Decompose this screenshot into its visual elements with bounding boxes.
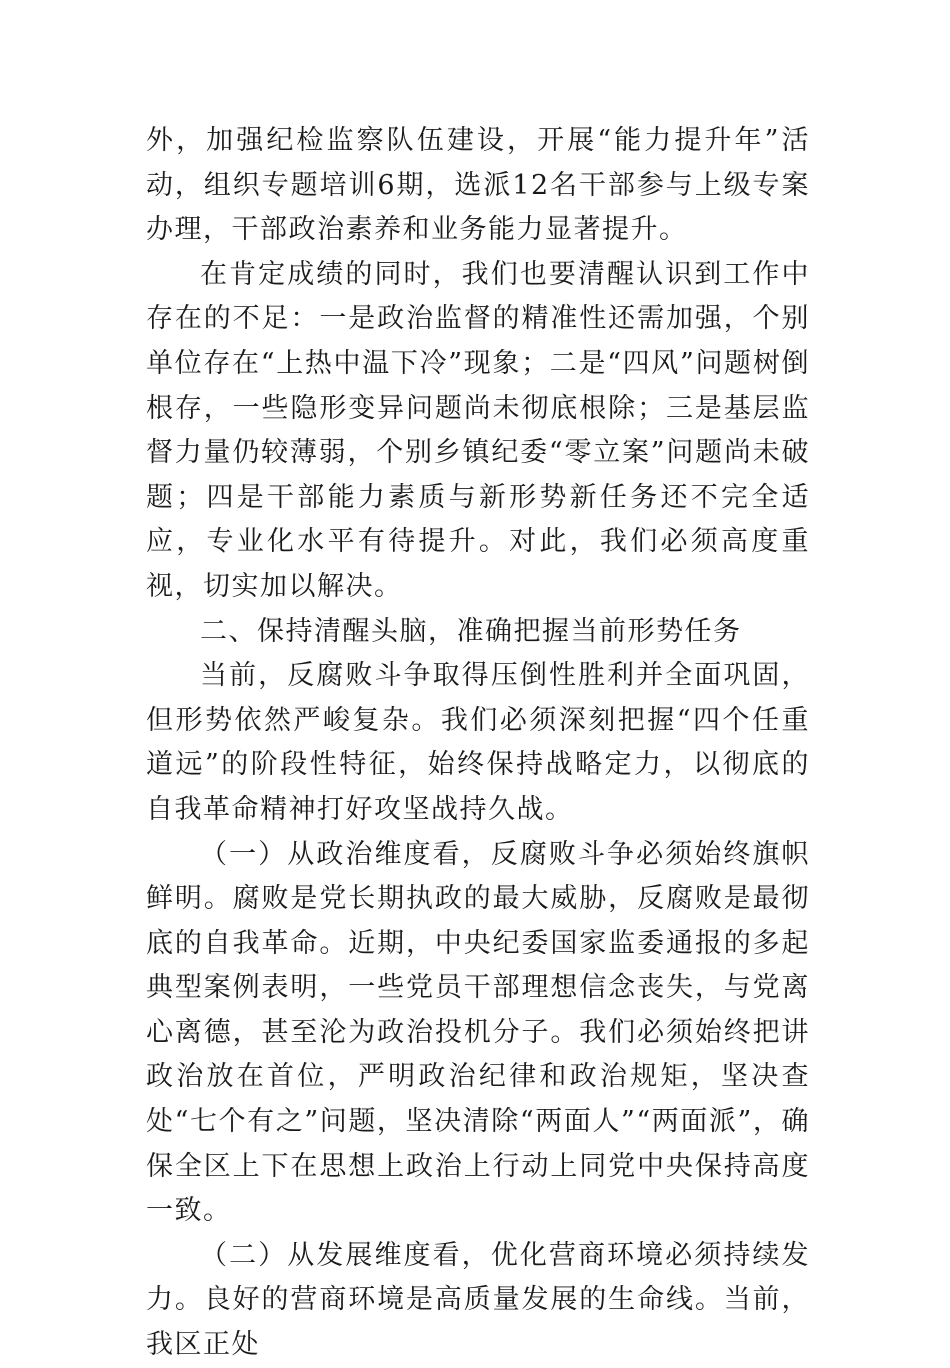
paragraph-situation: 当前，反腐败斗争取得压倒性胜利并全面巩固，但形势依然严峻复杂。我们必须深刻把握“四个任重道远”的阶段性特征，始终保持战略定力，以彻底的自我革命精神打好攻坚战持久战。 (146, 660, 810, 825)
section-heading: 二、保持清醒头脑，准确把握当前形势任务 (200, 615, 742, 647)
paragraph-continuation: 外，加强纪检监察队伍建设，开展“能力提升年”活动，组织专题培训6期，选派12名干部参与上级专案办理，干部政治素养和业务能力显著提升。 (146, 125, 810, 246)
paragraph-political-dimension: （一）从政治维度看，反腐败斗争必须始终旗帜鲜明。腐败是党长期执政的最大威胁，反腐败是最彻底的自我革命。近期，中央纪委国家监委通报的多起典型案例表明，一些党员干部理想信念丧失，与党离心离德，甚至沦为政治投机分子。我们必须始终把讲政治放在首位，严明政治纪律和政治规矩，坚决查处“七个有之”问题，坚决清除“两面人”“两面派”，确保全区上下在思想上政治上行动上同党中央保持高度一致。 (146, 838, 810, 1227)
paragraph-shortcomings: 在肯定成绩的同时，我们也要清醒认识到工作中存在的不足：一是政治监督的精准性还需加强，个别单位存在“上热中温下冷”现象；二是“四风”问题树倒根存，一些隐形变异问题尚未彻底根除；三是基层监督力量仍较薄弱，个别乡镇纪委“零立案”问题尚未破题；四是干部能力素质与新形势新任务还不完全适应，专业化水平有待提升。对此，我们必须高度重视，切实加以解决。 (146, 258, 810, 602)
paragraph-development-dimension: （二）从发展维度看，优化营商环境必须持续发力。良好的营商环境是高质量发展的生命线。当前，我区正处 (146, 1239, 810, 1361)
document-body (146, 119, 810, 1368)
